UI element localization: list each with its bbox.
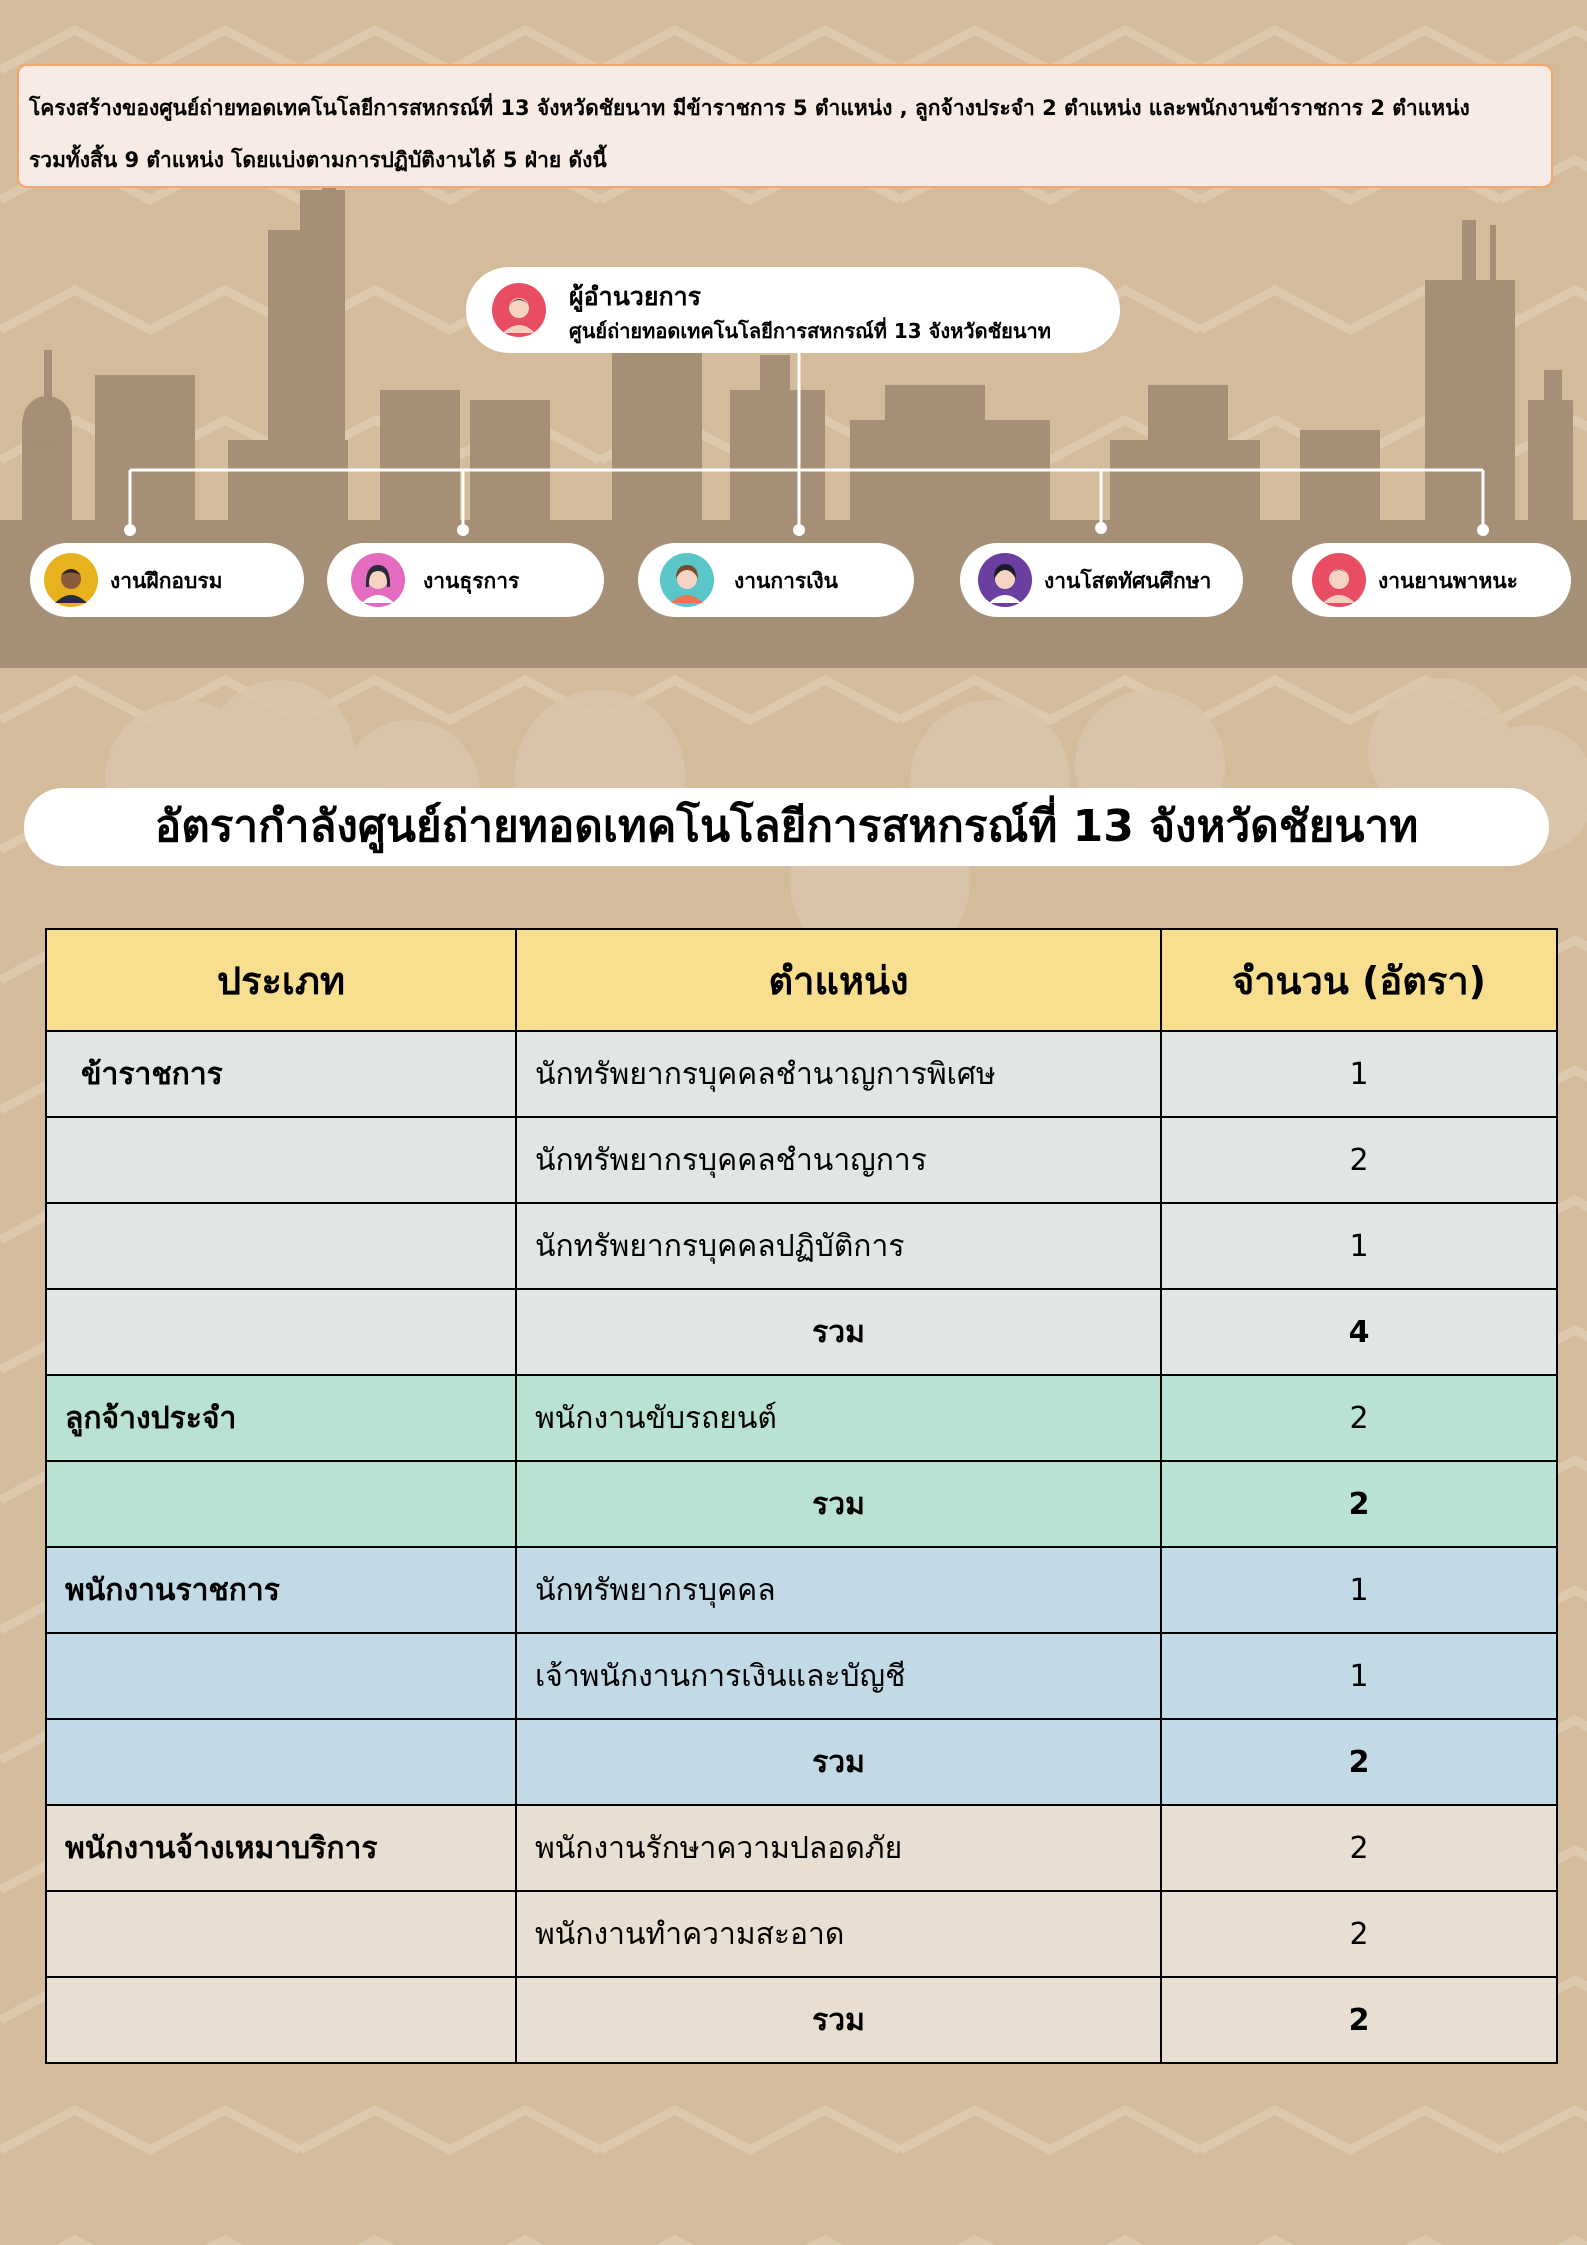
intro-line-1: โครงสร้างของศูนย์ถ่ายทอดเทคโนโลยีการสหกรณ์ที่ 13 จังหวัดชัยนาท มีข้าราชการ 5 ตำแหน่ง , ลูกจ้างประจำ 2 ตำแหน่ง และพนักงานข้าราชการ 2 ตำแหน่ง bbox=[29, 96, 1470, 120]
director-avatar-icon bbox=[492, 283, 546, 337]
position-cell: พนักงานขับรถยนต์ bbox=[516, 1375, 1161, 1461]
position-cell: นักทรัพยากรบุคคลชำนาญการพิเศษ bbox=[516, 1031, 1161, 1117]
position-cell: นักทรัพยากรบุคคลปฏิบัติการ bbox=[516, 1203, 1161, 1289]
position-cell: พนักงานรักษาความปลอดภัย bbox=[516, 1805, 1161, 1891]
department-label: งานฝึกอบรม bbox=[110, 569, 223, 593]
table-row bbox=[46, 1547, 1557, 1633]
column-header-position: ตำแหน่ง bbox=[516, 929, 1161, 1031]
table-row bbox=[46, 1375, 1557, 1461]
vehicle-avatar-icon bbox=[1312, 553, 1366, 607]
position-cell: นักทรัพยากรบุคคลชำนาญการ bbox=[516, 1117, 1161, 1203]
type-cell: ข้าราชการ bbox=[46, 1031, 516, 1117]
type-cell bbox=[46, 1117, 516, 1203]
table-row bbox=[46, 1117, 1557, 1203]
type-cell bbox=[46, 1633, 516, 1719]
position-cell: นักทรัพยากรบุคคล bbox=[516, 1547, 1161, 1633]
position-cell: พนักงานทำความสะอาด bbox=[516, 1891, 1161, 1977]
subtotal-label: รวม bbox=[516, 1289, 1161, 1375]
subtotal-label: รวม bbox=[516, 1461, 1161, 1547]
subtotal-row bbox=[46, 1289, 1557, 1375]
type-cell: พนักงานจ้างเหมาบริการ bbox=[46, 1805, 516, 1891]
department-label: งานธุรการ bbox=[423, 569, 520, 593]
table-row bbox=[46, 1805, 1557, 1891]
count-cell: 2 bbox=[1161, 1375, 1557, 1461]
count-cell: 2 bbox=[1161, 1117, 1557, 1203]
department-card bbox=[960, 543, 1243, 617]
type-cell bbox=[46, 1461, 516, 1547]
subtotal-row bbox=[46, 1719, 1557, 1805]
page-title: อัตรากำลังศูนย์ถ่ายทอดเทคโนโลยีการสหกรณ์ที่ 13 จังหวัดชัยนาท bbox=[24, 788, 1549, 866]
director-title: ผู้อำนวยการ bbox=[569, 282, 702, 311]
finance-avatar-icon bbox=[660, 553, 714, 607]
type-cell bbox=[46, 1719, 516, 1805]
subtotal-row bbox=[46, 1977, 1557, 2063]
count-cell: 2 bbox=[1161, 1805, 1557, 1891]
position-cell: เจ้าพนักงานการเงินและบัญชี bbox=[516, 1633, 1161, 1719]
trainer-avatar-icon bbox=[44, 553, 98, 607]
department-label: งานการเงิน bbox=[734, 569, 838, 593]
department-label: งานยานพาหนะ bbox=[1378, 569, 1518, 593]
count-cell: 1 bbox=[1161, 1633, 1557, 1719]
subtotal-label: รวม bbox=[516, 1977, 1161, 2063]
type-cell: พนักงานราชการ bbox=[46, 1547, 516, 1633]
manpower-table bbox=[45, 928, 1558, 2064]
department-card bbox=[30, 543, 304, 617]
subtotal-count: 2 bbox=[1161, 1461, 1557, 1547]
admin-avatar-icon bbox=[351, 553, 405, 607]
intro-text-box bbox=[17, 64, 1553, 188]
count-cell: 2 bbox=[1161, 1891, 1557, 1977]
type-cell bbox=[46, 1289, 516, 1375]
table-row bbox=[46, 1891, 1557, 1977]
type-cell bbox=[46, 1203, 516, 1289]
type-cell bbox=[46, 1891, 516, 1977]
count-cell: 1 bbox=[1161, 1203, 1557, 1289]
director-organization: ศูนย์ถ่ายทอดเทคโนโลยีการสหกรณ์ที่ 13 จังหวัดชัยนาท bbox=[569, 319, 1051, 343]
table-row bbox=[46, 1633, 1557, 1719]
table-header-row bbox=[46, 929, 1557, 1031]
column-header-count: จำนวน (อัตรา) bbox=[1161, 929, 1557, 1031]
department-card bbox=[327, 543, 604, 617]
intro-line-2: รวมทั้งสิ้น 9 ตำแหน่ง โดยแบ่งตามการปฏิบัติงานได้ 5 ฝ่าย ดังนี้ bbox=[29, 148, 607, 172]
subtotal-row bbox=[46, 1461, 1557, 1547]
type-cell: ลูกจ้างประจำ bbox=[46, 1375, 516, 1461]
department-label: งานโสตทัศนศึกษา bbox=[1044, 569, 1212, 593]
table-row bbox=[46, 1031, 1557, 1117]
director-card bbox=[466, 267, 1120, 353]
department-card bbox=[638, 543, 914, 617]
department-card bbox=[1292, 543, 1571, 617]
subtotal-label: รวม bbox=[516, 1719, 1161, 1805]
av-avatar-icon bbox=[978, 553, 1032, 607]
type-cell bbox=[46, 1977, 516, 2063]
count-cell: 1 bbox=[1161, 1547, 1557, 1633]
subtotal-count: 4 bbox=[1161, 1289, 1557, 1375]
table-row bbox=[46, 1203, 1557, 1289]
subtotal-count: 2 bbox=[1161, 1719, 1557, 1805]
subtotal-count: 2 bbox=[1161, 1977, 1557, 2063]
count-cell: 1 bbox=[1161, 1031, 1557, 1117]
column-header-type: ประเภท bbox=[46, 929, 516, 1031]
